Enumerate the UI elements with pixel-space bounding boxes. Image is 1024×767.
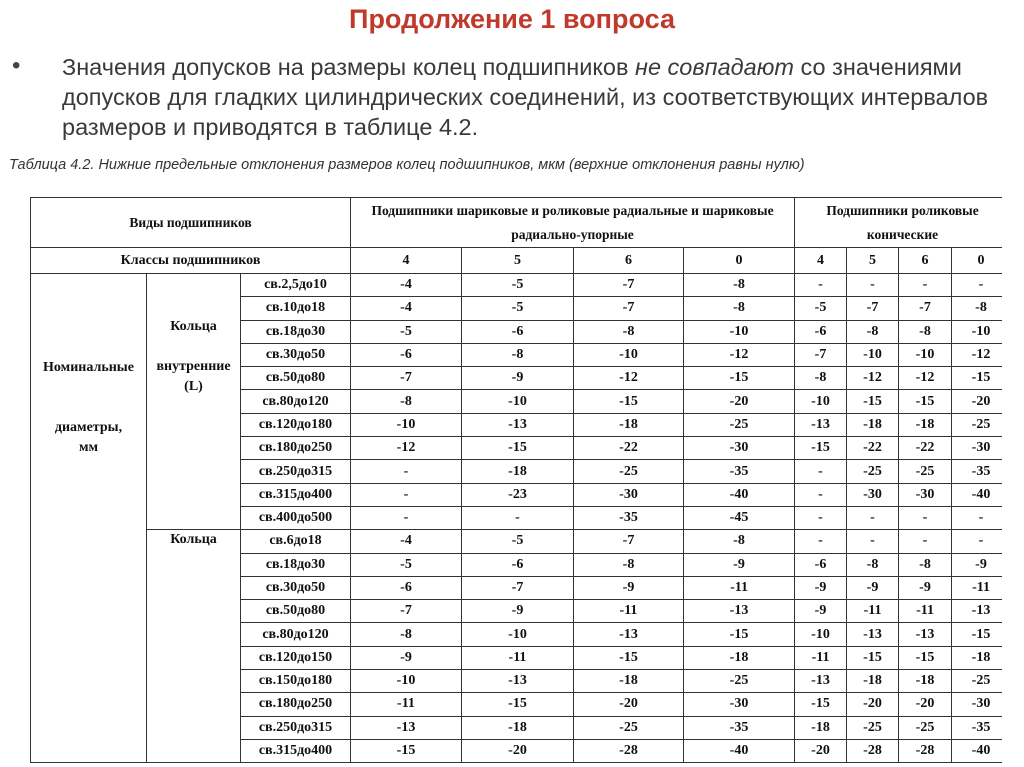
inner-ring-line1: Кольца <box>170 318 217 334</box>
interval-cell: св.30до50 <box>241 343 351 366</box>
value-cell: -9 <box>462 367 574 390</box>
value-cell: -15 <box>899 646 952 669</box>
value-cell: -12 <box>952 343 1002 366</box>
spacer <box>33 378 144 418</box>
value-cell: -18 <box>574 413 684 436</box>
value-cell: -12 <box>574 367 684 390</box>
header-ball-bearings: Подшипники шариковые и роликовые радиальные и шариковые радиально-упорные <box>351 198 795 248</box>
value-cell: -11 <box>462 646 574 669</box>
value-cell: -9 <box>795 600 847 623</box>
interval-cell: св.50до80 <box>241 367 351 390</box>
value-cell: -15 <box>574 646 684 669</box>
value-cell: -7 <box>574 530 684 553</box>
value-cell: -25 <box>574 460 684 483</box>
value-cell: -20 <box>795 739 847 762</box>
bullet-text <box>62 52 1014 142</box>
slide-title: Продолжение 1 вопроса <box>349 4 675 34</box>
value-cell: - <box>795 460 847 483</box>
value-cell: -13 <box>795 413 847 436</box>
value-cell: -13 <box>462 413 574 436</box>
value-cell: -10 <box>952 320 1002 343</box>
value-cell: -15 <box>899 390 952 413</box>
value-cell: -25 <box>952 670 1002 693</box>
bullet-text-part2: со значениями допусков для гладких цилиндрических соединений, из соответствующих интервалов размеров и приводятся в таблице 4.2. <box>62 54 989 140</box>
value-cell: -15 <box>847 390 899 413</box>
value-cell: -10 <box>684 320 795 343</box>
value-cell: -15 <box>684 367 795 390</box>
value-cell: - <box>351 483 462 506</box>
value-cell: -11 <box>847 600 899 623</box>
value-cell: -25 <box>899 716 952 739</box>
value-cell: -18 <box>952 646 1002 669</box>
interval-cell: св.400до500 <box>241 506 351 529</box>
value-cell: -8 <box>847 320 899 343</box>
interval-cell: св.6до18 <box>241 530 351 553</box>
value-cell: -15 <box>574 390 684 413</box>
value-cell: -35 <box>684 716 795 739</box>
value-cell: -23 <box>462 483 574 506</box>
value-cell: -10 <box>899 343 952 366</box>
class-cell: 4 <box>351 248 462 274</box>
value-cell: -18 <box>574 670 684 693</box>
value-cell: -18 <box>462 716 574 739</box>
value-cell: -20 <box>847 693 899 716</box>
bullet-text-emphasis: не совпадают <box>635 54 794 80</box>
value-cell: -18 <box>899 413 952 436</box>
value-cell: -11 <box>952 576 1002 599</box>
bullet-paragraph <box>4 52 1014 142</box>
value-cell: -10 <box>351 413 462 436</box>
value-cell: -9 <box>574 576 684 599</box>
value-cell: -12 <box>899 367 952 390</box>
value-cell: - <box>847 530 899 553</box>
value-cell: -5 <box>462 297 574 320</box>
value-cell: -35 <box>684 460 795 483</box>
value-cell: -28 <box>847 739 899 762</box>
value-cell: -13 <box>952 600 1002 623</box>
interval-cell: св.315до400 <box>241 739 351 762</box>
value-cell: -13 <box>574 623 684 646</box>
value-cell: - <box>847 274 899 297</box>
value-cell: -11 <box>574 600 684 623</box>
value-cell: -30 <box>847 483 899 506</box>
value-cell: -13 <box>462 670 574 693</box>
value-cell: -7 <box>847 297 899 320</box>
value-cell: -18 <box>847 670 899 693</box>
value-cell: -7 <box>574 274 684 297</box>
value-cell: -18 <box>462 460 574 483</box>
value-cell: -40 <box>952 483 1002 506</box>
value-cell: - <box>351 506 462 529</box>
value-cell: -22 <box>574 437 684 460</box>
value-cell: -8 <box>574 320 684 343</box>
value-cell: -9 <box>847 576 899 599</box>
value-cell: -9 <box>952 553 1002 576</box>
value-cell: -7 <box>899 297 952 320</box>
header-conic-bearings: Подшипники роликовые конические <box>795 198 1002 248</box>
value-cell: -8 <box>462 343 574 366</box>
value-cell: -4 <box>351 530 462 553</box>
value-cell: -6 <box>462 553 574 576</box>
value-cell: -5 <box>462 530 574 553</box>
value-cell: -7 <box>574 297 684 320</box>
value-cell: -30 <box>574 483 684 506</box>
nominal-label-line2: диаметры, <box>54 420 123 436</box>
value-cell: -15 <box>684 623 795 646</box>
outer-ring-label: Кольца <box>147 530 241 763</box>
value-cell: -20 <box>684 390 795 413</box>
header-types: Виды подшипников <box>31 198 351 248</box>
inner-ring-line2: внутренние <box>156 358 231 374</box>
interval-cell: св.120до150 <box>241 646 351 669</box>
interval-cell: св.315до400 <box>241 483 351 506</box>
interval-cell: св.180до250 <box>241 693 351 716</box>
table-frame <box>30 197 1002 767</box>
value-cell: -8 <box>684 274 795 297</box>
value-cell: -11 <box>684 576 795 599</box>
value-cell: -12 <box>847 367 899 390</box>
value-cell: -10 <box>462 390 574 413</box>
value-cell: -30 <box>899 483 952 506</box>
inner-ring-line3: (L) <box>184 378 203 394</box>
value-cell: -10 <box>462 623 574 646</box>
value-cell: -15 <box>847 646 899 669</box>
value-cell: -11 <box>351 693 462 716</box>
value-cell: -5 <box>795 297 847 320</box>
class-cell: 4 <box>795 248 847 274</box>
value-cell: -8 <box>795 367 847 390</box>
value-cell: -9 <box>351 646 462 669</box>
value-cell: -8 <box>351 623 462 646</box>
value-cell: -45 <box>684 506 795 529</box>
value-cell: -20 <box>462 739 574 762</box>
value-cell: -40 <box>684 483 795 506</box>
value-cell: -18 <box>795 716 847 739</box>
value-cell: -6 <box>351 343 462 366</box>
nominal-label-line3: мм <box>78 440 99 456</box>
nominal-diameters-label <box>31 274 147 763</box>
value-cell: -8 <box>351 390 462 413</box>
interval-cell: св.50до80 <box>241 600 351 623</box>
value-cell: - <box>351 460 462 483</box>
value-cell: -28 <box>574 739 684 762</box>
class-cell: 0 <box>952 248 1002 274</box>
value-cell: -9 <box>462 600 574 623</box>
interval-cell: св.10до18 <box>241 297 351 320</box>
interval-cell: св.180до250 <box>241 437 351 460</box>
value-cell: - <box>795 483 847 506</box>
value-cell: -4 <box>351 297 462 320</box>
value-cell: -25 <box>574 716 684 739</box>
value-cell: -8 <box>574 553 684 576</box>
value-cell: -12 <box>684 343 795 366</box>
value-cell: -15 <box>351 739 462 762</box>
value-cell: - <box>899 530 952 553</box>
value-cell: -35 <box>952 460 1002 483</box>
header-classes: Классы подшипников <box>31 248 351 274</box>
interval-cell: св.120до180 <box>241 413 351 436</box>
interval-cell: св.80до120 <box>241 623 351 646</box>
value-cell: -7 <box>795 343 847 366</box>
value-cell: -13 <box>847 623 899 646</box>
value-cell: -20 <box>574 693 684 716</box>
tolerance-table <box>30 197 1002 763</box>
value-cell: -15 <box>462 437 574 460</box>
interval-cell: св.250до315 <box>241 460 351 483</box>
class-cell: 5 <box>462 248 574 274</box>
value-cell: -28 <box>899 739 952 762</box>
interval-cell: св.18до30 <box>241 553 351 576</box>
value-cell: -20 <box>899 693 952 716</box>
nominal-diameters-text <box>33 358 144 458</box>
value-cell: -30 <box>952 693 1002 716</box>
value-cell: -11 <box>899 600 952 623</box>
value-cell: -22 <box>899 437 952 460</box>
value-cell: - <box>462 506 574 529</box>
nominal-label-line1: Номинальные <box>43 360 134 376</box>
value-cell: -10 <box>795 390 847 413</box>
value-cell: -6 <box>351 576 462 599</box>
value-cell: -7 <box>351 367 462 390</box>
value-cell: -11 <box>795 646 847 669</box>
value-cell: -5 <box>462 274 574 297</box>
table-caption: Таблица 4.2. Нижние предельные отклонения размеров колец подшипников, мкм (верхние отклонения равны нулю) <box>9 157 805 173</box>
value-cell: -35 <box>574 506 684 529</box>
value-cell: -40 <box>952 739 1002 762</box>
value-cell: -13 <box>351 716 462 739</box>
value-cell: -18 <box>684 646 795 669</box>
value-cell: -9 <box>684 553 795 576</box>
value-cell: -6 <box>795 320 847 343</box>
value-cell: - <box>952 274 1002 297</box>
inner-ring-text <box>149 317 238 397</box>
value-cell: -4 <box>351 274 462 297</box>
value-cell: - <box>847 506 899 529</box>
header-row-types <box>31 198 1003 248</box>
value-cell: -8 <box>899 553 952 576</box>
value-cell: -8 <box>684 297 795 320</box>
bullet-text-part1: Значения допусков на размеры колец подшипников <box>62 54 636 80</box>
value-cell: -10 <box>351 670 462 693</box>
header-row-classes <box>31 248 1003 274</box>
value-cell: -30 <box>684 693 795 716</box>
interval-cell: св.250до315 <box>241 716 351 739</box>
class-cell: 0 <box>684 248 795 274</box>
inner-ring-label <box>147 274 241 530</box>
class-cell: 6 <box>574 248 684 274</box>
value-cell: -18 <box>899 670 952 693</box>
value-cell: - <box>899 274 952 297</box>
value-cell: -15 <box>952 367 1002 390</box>
value-cell: -5 <box>351 320 462 343</box>
value-cell: -25 <box>847 716 899 739</box>
value-cell: -25 <box>847 460 899 483</box>
value-cell: -6 <box>795 553 847 576</box>
table-row <box>31 274 1003 297</box>
value-cell: -7 <box>462 576 574 599</box>
value-cell: -8 <box>684 530 795 553</box>
value-cell: - <box>952 530 1002 553</box>
table-row <box>31 530 1003 553</box>
value-cell: -35 <box>952 716 1002 739</box>
class-cell: 5 <box>847 248 899 274</box>
interval-cell: св.150до180 <box>241 670 351 693</box>
value-cell: -25 <box>684 413 795 436</box>
value-cell: -15 <box>795 693 847 716</box>
value-cell: -18 <box>847 413 899 436</box>
value-cell: -9 <box>899 576 952 599</box>
bullet-marker: • <box>12 52 21 79</box>
value-cell: -13 <box>795 670 847 693</box>
value-cell: - <box>795 506 847 529</box>
value-cell: -10 <box>574 343 684 366</box>
value-cell: -30 <box>952 437 1002 460</box>
value-cell: -15 <box>795 437 847 460</box>
value-cell: -20 <box>952 390 1002 413</box>
value-cell: -25 <box>899 460 952 483</box>
value-cell: -8 <box>847 553 899 576</box>
value-cell: -10 <box>847 343 899 366</box>
value-cell: -30 <box>684 437 795 460</box>
value-cell: -10 <box>795 623 847 646</box>
value-cell: - <box>952 506 1002 529</box>
value-cell: -7 <box>351 600 462 623</box>
value-cell: - <box>795 530 847 553</box>
class-cell: 6 <box>899 248 952 274</box>
value-cell: -6 <box>462 320 574 343</box>
value-cell: -40 <box>684 739 795 762</box>
interval-cell: св.30до50 <box>241 576 351 599</box>
value-cell: -25 <box>952 413 1002 436</box>
value-cell: -13 <box>899 623 952 646</box>
interval-cell: св.2,5до10 <box>241 274 351 297</box>
interval-cell: св.80до120 <box>241 390 351 413</box>
value-cell: -25 <box>684 670 795 693</box>
value-cell: -13 <box>684 600 795 623</box>
value-cell: -22 <box>847 437 899 460</box>
value-cell: -8 <box>952 297 1002 320</box>
value-cell: -8 <box>899 320 952 343</box>
interval-cell: св.18до30 <box>241 320 351 343</box>
value-cell: -15 <box>462 693 574 716</box>
value-cell: - <box>899 506 952 529</box>
value-cell: -9 <box>795 576 847 599</box>
value-cell: -12 <box>351 437 462 460</box>
value-cell: -15 <box>952 623 1002 646</box>
spacer <box>149 337 238 357</box>
value-cell: - <box>795 274 847 297</box>
value-cell: -5 <box>351 553 462 576</box>
